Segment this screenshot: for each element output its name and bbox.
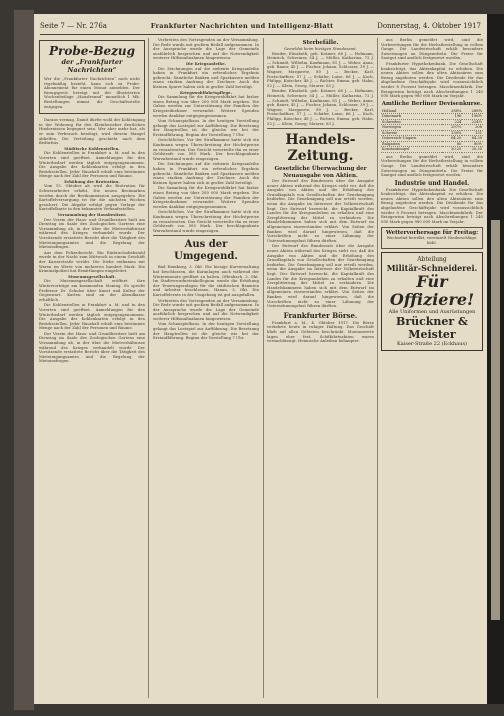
column-rule <box>377 38 378 698</box>
column-rule <box>263 38 264 698</box>
regional-news-title: Aus der Umgegend. <box>174 239 238 263</box>
article-heading: Städtische Kohlenstellen. <box>64 146 120 151</box>
ad-headline: Für Offiziere! <box>389 271 475 309</box>
exchange-rate-cell: 20.25 <box>442 147 463 153</box>
article-heading: Die Kriegsanleihe. <box>185 61 227 66</box>
exchange-rate-cell: 130¾ <box>442 130 463 136</box>
exchange-rate-cell: 288¼ <box>442 109 463 114</box>
ad-department-name: Militär-Schneiderei. <box>386 262 478 273</box>
article-heading: Museumsgesellschaft. <box>68 274 116 279</box>
column-1 <box>39 38 145 698</box>
exchange-rate-cell: 196 <box>442 114 463 120</box>
column-rule <box>148 38 149 698</box>
next-page-edge <box>491 220 500 620</box>
article-text: Vom Schauspielhaus. In der heutigen Vorstellung gelangt das Lustspiel zur Aufführung. Die Besetzung der Hauptrollen ist die gleiche wie bei der Erstaufführung. Beginn der Vorstellung 7 Uhr. <box>153 119 259 137</box>
article-text: Frankfurter Hypothekenbank. Die Gesellschaft beabsichtigt, das Aktienkapital zu erhöhen. Die neuen Aktien sollen den alten Aktionären zum Bezug angeboten werden. Die Dividende für das abgelaufene Geschäftsjahr wird voraussichtlich wieder 8 Prozent betragen. Maschinenfabrik. Der Reingewinn beträgt nach Abschreibungen 1 240 000 Mark gegen 980 000 Mark im Vorjahr. <box>381 61 483 99</box>
weather-text: Wechselnd bewölkt, vereinzelt Niederschläge, kühl. <box>386 236 478 246</box>
article-text: Frankfurter Hypothekenbank. Die Gesellschaft beabsichtigt, das Aktienkapital zu erhöhen. Die neuen Aktien sollen den alten Aktionären zum Bezug angeboten werden. Die Dividende für das abgelaufene Geschäftsjahr wird voraussichtlich wieder 8 Prozent betragen. Maschinenfabrik. Der Reingewinn beträgt nach Abschreibungen 1 240 000 Mark gegen 980 000 Mark im Vorjahr. <box>381 187 483 224</box>
deaths-list: Bender, Elisabeth, geb. Krämer, 68 J. — Hofmann, Heinrich, Schreiner, 54 J. — Müller, Katharina, 72 J. — Schmidt, Wilhelm, Kaufmann, 61 J. — Weber, Anna, geb. Bauer, 45 J. — Fischer, Johann, Schlosser, 39 J. — Wagner, Margarete, 80 J. — Becker, Karl, Postschaffner, 57 J. — Schäfer, Luise, 66 J. — Koch, Philipp, Kutscher, 48 J. — Richter, Emma, geb. Hahn, 52 J. — Klein, Georg, Maurer, 63 J. <box>267 89 374 126</box>
exchange-rate-cell: Konstantinopel <box>381 147 442 153</box>
article-text: aus Berlin gemeldet wird, sind die Vorbereitungen für die Herbstbestellung in vollem Gange. Die Landwirtschaft erhält besondere Zuweisungen an Düngemitteln. Die Preise für Saatgut sind amtlich festgesetzt worden. <box>381 154 483 178</box>
exchange-rate-cell: 80 <box>442 141 463 147</box>
article-text: Die Zeichnungen auf die siebente Kriegsanleihe haben in Frankfurt ein erfreuliches Ergebnis gebracht. Sämtliche Banken und Sparkassen melden einen starken Andrang der Zeichner. Auch die kleinen Sparer haben sich in großer Zahl beteiligt. <box>153 66 259 89</box>
exchange-rate-cell: 196½ <box>462 114 483 120</box>
exchange-rate-cell: 131 <box>462 130 483 136</box>
article-text: Die Sammlung für die Kriegswohlfahrt hat bisher einen Betrag von über 200 000 Mark ergeben. Die Gaben werden zur Unterstützung der Familien der Kriegsteilnehmer verwendet. Weitere Spenden werden dankbar entgegengenommen. <box>153 186 259 209</box>
article-text: Verbreiten des Vortragenden an der Versammlung. Die Rede wurde mit großem Beifall aufgenommen. In der Aussprache wurde die Lage der Gemeinde ausführlich besprochen und auf die Notwendigkeit weiterer Hilfsmaßnahmen hingewiesen. <box>153 298 259 321</box>
article-text: Gerichtliches. Vor der Strafkammer hatte sich ein Kaufmann wegen Überschreitung der Höchstpreise zu verantworten. Das Gericht verurteilte ihn zu einer Geldstrafe von 500 Mark. Der beschlagnahmte Warenbestand wurde eingezogen. <box>153 210 259 233</box>
article-heading: Erhöhung der Brotration. <box>64 179 120 184</box>
subscription-subtitle: der „Frankfurter Nachrichten“ <box>61 58 123 74</box>
binding-spine <box>14 10 34 710</box>
article-text: Vom 15. Oktober ab wird die Brotration für Schwerarbeiter erhöht. Die neuen Brotmarken werden durch die Brotkommission ausgegeben. Die Kartoffelversorgung ist für die nächsten Wochen gesichert. Die Abgabe erfolgt gegen Vorlage der Kartoffelkarte in den bekannten Verkaufsstellen. <box>39 184 145 212</box>
exchange-rate-cell: 80½ <box>462 141 483 147</box>
article-text: aus Berlin gemeldet wird, sind die Vorbereitungen für die Herbstbestellung in vollem Gange. Die Landwirtschaft erhält besondere Zuweisungen an Düngemitteln. Die Preise für Saatgut sind amtlich festgesetzt worden. <box>381 38 483 61</box>
article-text: Verbreiten des Vortragenden an der Versammlung. Die Rede wurde mit großem Beifall aufgenommen. In der Aussprache wurde die Lage der Gemeinde ausführlich besprochen und auf die Notwendigkeit weiterer Hilfsmaßnahmen hingewiesen. <box>153 38 259 61</box>
article-text: Die Sammlung für die Kriegswohlfahrt hat bisher einen Betrag von über 200 000 Mark ergeben. Die Gaben werden zur Unterstützung der Familien der Kriegsteilnehmer verwendet. Weitere Spenden werden dankbar entgegengenommen. <box>153 95 259 118</box>
exchange-rates-table <box>381 109 483 153</box>
article-text: Aus dem Polizeibericht. Ein Einbruchsdiebstahl wurde in der Nacht zum Mittwoch in einem Geschäft der Kaiserstraße verübt. Die Diebe entkamen mit Waren im Werte von mehreren hundert Mark. Die Kriminalpolizei hat Ermittlungen eingeleitet. <box>39 250 145 274</box>
page-header <box>40 18 481 35</box>
article-text: Der Entwurf des Bundesrats über die Ausgabe neuer Aktien während des Krieges sieht vor, daß die Ausgabe von Aktien und die Erhöhung des Grundkapitals von Gesellschaften der Genehmigung bedürfen. Die Genehmigung soll nur erteilt werden, wenn die Ausgabe im Interesse der Volkswirtschaft liegt. Der Entwurf bezweckt, die Kapitalkraft des Landes für die Kriegsanleihen zu erhalten und eine Zersplitterung der Mittel zu verhindern. Die Handelskammern haben sich mit dem Entwurf im allgemeinen einverstanden erklärt. Von Seiten der Banken wird darauf hingewiesen, daß die Vorschriften nicht zu einer Lähmung der Unternehmungslust führen dürften. <box>267 179 374 243</box>
page-number: Seite 7 — Nr. 276a <box>40 22 107 30</box>
article-text: Der Entwurf des Bundesrats über die Ausgabe neuer Aktien während des Krieges sieht vor, daß die Ausgabe von Aktien und die Erhöhung des Grundkapitals von Gesellschaften der Genehmigung bedürfen. Die Genehmigung soll nur erteilt werden, wenn die Ausgabe im Interesse der Volkswirtschaft liegt. Der Entwurf bezweckt, die Kapitalkraft des Landes für die Kriegsanleihen zu erhalten und eine Zersplitterung der Mittel zu verhindern. Die Handelskammern haben sich mit dem Entwurf im allgemeinen einverstanden erklärt. Von Seiten der Banken wird darauf hingewiesen, daß die Vorschriften nicht zu einer Lähmung der Unternehmungslust führen dürften. <box>267 244 374 309</box>
weather-notice <box>381 227 483 248</box>
exchange-rate-row <box>381 147 483 153</box>
column-3 <box>267 38 374 698</box>
exchange-rate-cell: Österreich-Ungarn <box>381 136 442 142</box>
exchange-rates-heading: Amtliche Berliner Devisenkurse. <box>381 100 483 107</box>
section-divider <box>153 235 259 236</box>
article-heading: Kriegswohlfahrtspflege. <box>179 90 233 95</box>
ad-tagline: Alle Uniformen und Ausrüstungen <box>388 308 476 315</box>
industry-heading: Industrie und Handel. <box>394 179 470 187</box>
exchange-rate-cell: Schweiz <box>381 130 442 136</box>
business-section-title: Handels-Zeitung. <box>285 132 356 165</box>
deaths-list: Bender, Elisabeth, geb. Krämer, 68 J. — Hofmann, Heinrich, Schreiner, 54 J. — Müller, Katharina, 72 J. — Schmidt, Wilhelm, Kaufmann, 61 J. — Weber, Anna, geb. Bauer, 45 J. — Fischer, Johann, Schlosser, 39 J. — Wagner, Margarete, 80 J. — Becker, Karl, Postschaffner, 57 J. — Schäfer, Luise, 66 J. — Koch, Philipp, Kutscher, 48 J. — Richter, Emma, geb. Hahn, 52 J. — Klein, Georg, Maurer, 63 J. <box>267 51 374 88</box>
article-text: Die Kohlenstellen in Frankfurt a. M. und in den Vororten sind geöffnet. Anmeldungen für den Winterbedarf werden täglich entgegengenommen. Die Ausgabe der Kohlenkarten erfolgt in den Bezirksstellen. Jeder Haushalt erhält eine bestimmte Menge nach der Zahl der Personen und Räume. <box>39 303 145 331</box>
ad-company: Brückner & Meister <box>396 314 468 341</box>
article-heading: Versammlung der Hausbesitzer. <box>57 213 127 218</box>
exchange-rate-cell: Schweden <box>381 119 442 125</box>
column-4 <box>381 38 483 698</box>
exchange-rate-cell: 64.20 <box>442 136 463 142</box>
deaths-heading: Sterbefälle. <box>302 40 339 46</box>
subscription-text: Wer die „Frankfurter Nachrichten“ noch nicht regelmäßig bezieht, kann sich zu Probe-Abonnement für einen Monat anmelden. Der Bezugspreis beträgt mit der illustrierten Wochenbeilage „Hausfreund“ monatlich 1 Mk. Bestellungen nimmt die Geschäftsstelle entgegen. <box>44 77 140 109</box>
article-text: Die Zeichnungen auf die siebente Kriegsanleihe haben in Frankfurt ein erfreuliches Ergebnis gebracht. Sämtliche Banken und Sparkassen melden einen starken Andrang der Zeichner. Auch die kleinen Sparer haben sich in großer Zahl beteiligt. <box>153 162 259 185</box>
business-article-headline: Gesetzliche Überwachung der Neuausgabe von Aktien. <box>274 166 367 179</box>
exchange-rate-cell: 64.30 <box>462 136 483 142</box>
article-text: Bad Homburg, 3. Okt. Die hiesige Kurverwaltung hat beschlossen, die Kuranlagen auch während der Wintermonate geöffnet zu halten. Offenbach, 3. Okt. Im Stadtverordnetenkollegium wurde die Erhöhung der Teuerungszulagen für die städtischen Beamten und Arbeiter beschlossen. Hanau, 3. Okt. Die Kartoffelernte in der Umgebung ist gut ausgefallen. <box>153 265 259 297</box>
exchange-rate-cell: 224½ <box>462 119 483 125</box>
article-text: Frankfurt a. M., 4. Oktober 1917. Die Börse verkehrte heute in ruhiger Haltung. Das Geschäft blieb auf allen Gebieten beschränkt. Montanwerte lagen eher fest, Schiffahrtsaktien waren vernachlässigt. Heimische Anleihen behauptet. <box>267 320 374 344</box>
subscription-title: Probe-Bezug <box>48 44 136 58</box>
masthead-title: Frankfurter Nachrichten und Intelligenz-Blatt <box>150 22 334 30</box>
article-text: Der Verein der Haus- und Grundbesitzer hielt am Dienstag im Saale des Zoologischen Gartens eine Versammlung ab, in der über die Mietverhältnisse während des Krieges verhandelt wurde. Der Vorsitzende erstattete Bericht über die Tätigkeit des Mieteinigungsamtes und die Regelung der Mietzinsfragen. <box>39 217 145 250</box>
article-text: Vom Schauspielhaus. In der heutigen Vorstellung gelangt das Lustspiel zur Aufführung. Die Besetzung der Hauptrollen ist die gleiche wie bei der Erstaufführung. Beginn der Vorstellung 7 Uhr. <box>153 322 259 341</box>
exchange-rate-cell: 224 <box>442 119 463 125</box>
section-divider <box>267 128 374 129</box>
exchange-rate-cell: Holland <box>381 109 442 114</box>
newspaper-page <box>34 14 487 704</box>
exchange-heading: Frankfurter Börse. <box>283 310 358 320</box>
exchange-rate-cell: 208 <box>462 125 483 131</box>
issue-date: Donnerstag, 4. Oktober 1917 <box>377 22 481 30</box>
article-text: Daraus vermag. Damit dürfte wohl der Kohlengang in der Wohnung für den Kleinbezieher deutlichen Hindernissen begegnet sein. Wer aber mehr hat, als er zum Verbrauch benötigt, wird diesem Mangel abhelfen. Die Verteilung geschieht nach dem Bedürfnis. <box>39 118 145 146</box>
article-text: Der Verein der Haus- und Grundbesitzer hielt am Dienstag im Saale des Zoologischen Gartens eine Versammlung ab, in der über die Mietverhältnisse während des Krieges verhandelt wurde. Der Vorsitzende erstattete Bericht über die Tätigkeit des Mieteinigungsamtes und die Regelung der Mietzinsfragen. <box>39 331 145 364</box>
exchange-rate-cell: Dänemark <box>381 114 442 120</box>
article-text: Die Museumsgesellschaft eröffnet ihre Wintervorträge am kommenden Montag. Es spricht Professor Dr. Schulze über Kunst und Kultur der Gegenwart. Karten sind an der Abendkasse erhältlich. <box>39 279 145 302</box>
exchange-rate-cell: 207½ <box>442 125 463 131</box>
tailor-advertisement <box>381 252 483 351</box>
exchange-rate-cell: Norwegen <box>381 125 442 131</box>
deaths-subheading: Gemeldet beim hiesigen Standesamt. <box>283 47 358 51</box>
ad-department: Abteilung <box>417 255 447 263</box>
exchange-rate-cell: Bulgarien <box>381 141 442 147</box>
exchange-rate-cell: 288¾ <box>462 109 483 114</box>
column-2 <box>153 38 259 698</box>
article-text: Gerichtliches. Vor der Strafkammer hatte sich ein Kaufmann wegen Überschreitung der Höchstpreise zu verantworten. Das Gericht verurteilte ihn zu einer Geldstrafe von 500 Mark. Der beschlagnahmte Warenbestand wurde eingezogen. <box>153 138 259 161</box>
exchange-rate-cell: 20.35 <box>462 147 483 153</box>
article-text: Die Kohlenstellen in Frankfurt a. M. und in den Vororten sind geöffnet. Anmeldungen für den Winterbedarf werden täglich entgegengenommen. Die Ausgabe der Kohlenkarten erfolgt in den Bezirksstellen. Jeder Haushalt erhält eine bestimmte Menge nach der Zahl der Personen und Räume. <box>39 151 145 179</box>
weather-title: Wettervorhersage für Freitag: <box>385 230 479 237</box>
ad-address: Kaiser-Straße 22 (Eckhaus) <box>397 340 467 347</box>
subscription-box <box>39 40 145 114</box>
